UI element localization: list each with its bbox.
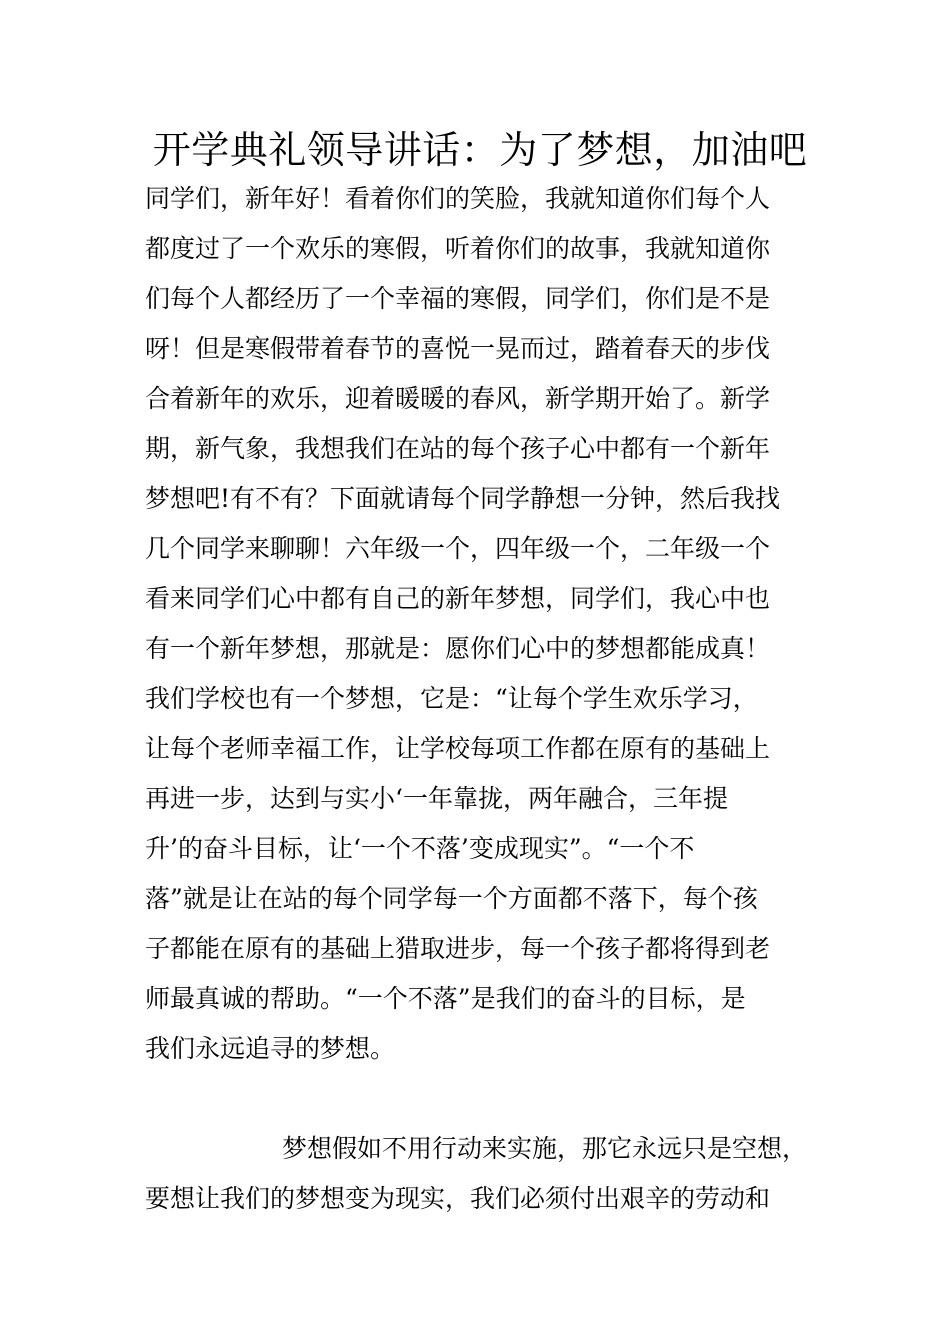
body-line-15: 落”就是让在站的每个同学每一个方面都不落下，每个孩	[145, 884, 758, 913]
body-line-9: 看来同学们心中都有自己的新年梦想，同学们，我心中也	[145, 584, 771, 613]
body-line-2: 都度过了一个欢乐的寒假，听着你们的故事，我就知道你	[145, 234, 771, 263]
body-line-11: 我们学校也有一个梦想，它是：“让每个学生欢乐学习，	[145, 684, 758, 713]
paragraph2-line-1: 梦想假如不用行动来实施，那它永远只是空想，	[282, 1134, 808, 1163]
body-line-13: 再进一步，达到与实小‘一年靠拢，两年融合，三年提	[145, 784, 728, 813]
body-line-4: 呀！但是寒假带着春节的喜悦一晃而过，踏着春天的步伐	[145, 334, 771, 363]
body-line-18: 我们永远追寻的梦想。	[145, 1034, 396, 1063]
body-line-8: 几个同学来聊聊！六年级一个，四年级一个，二年级一个	[145, 534, 771, 563]
body-line-14: 升’的奋斗目标，让‘一个不落’变成现实”。“一个不	[145, 834, 695, 863]
body-line-7: 梦想吧!有不有？下面就请每个同学静想一分钟，然后我找	[145, 484, 781, 513]
body-line-10: 有一个新年梦想，那就是：愿你们心中的梦想都能成真！	[145, 634, 771, 663]
body-line-17: 师最真诚的帮助。“一个不落”是我们的奋斗的目标，是	[145, 984, 746, 1013]
document-title: 开学典礼领导讲话：为了梦想，加油吧	[152, 128, 808, 172]
body-line-1: 同学们，新年好！看着你们的笑脸，我就知道你们每个人	[145, 184, 771, 213]
paragraph2-line-2: 要想让我们的梦想变为现实，我们必须付出艰辛的劳动和	[145, 1184, 771, 1213]
body-line-6: 期，新气象，我想我们在站的每个孩子心中都有一个新年	[145, 434, 771, 463]
body-line-5: 合着新年的欢乐，迎着暖暖的春风，新学期开始了。新学	[145, 384, 771, 413]
body-line-16: 子都能在原有的基础上猎取进步，每一个孩子都将得到老	[145, 934, 771, 963]
body-line-12: 让每个老师幸福工作，让学校每项工作都在原有的基础上	[145, 734, 771, 763]
body-line-3: 们每个人都经历了一个幸福的寒假，同学们，你们是不是	[145, 284, 771, 313]
